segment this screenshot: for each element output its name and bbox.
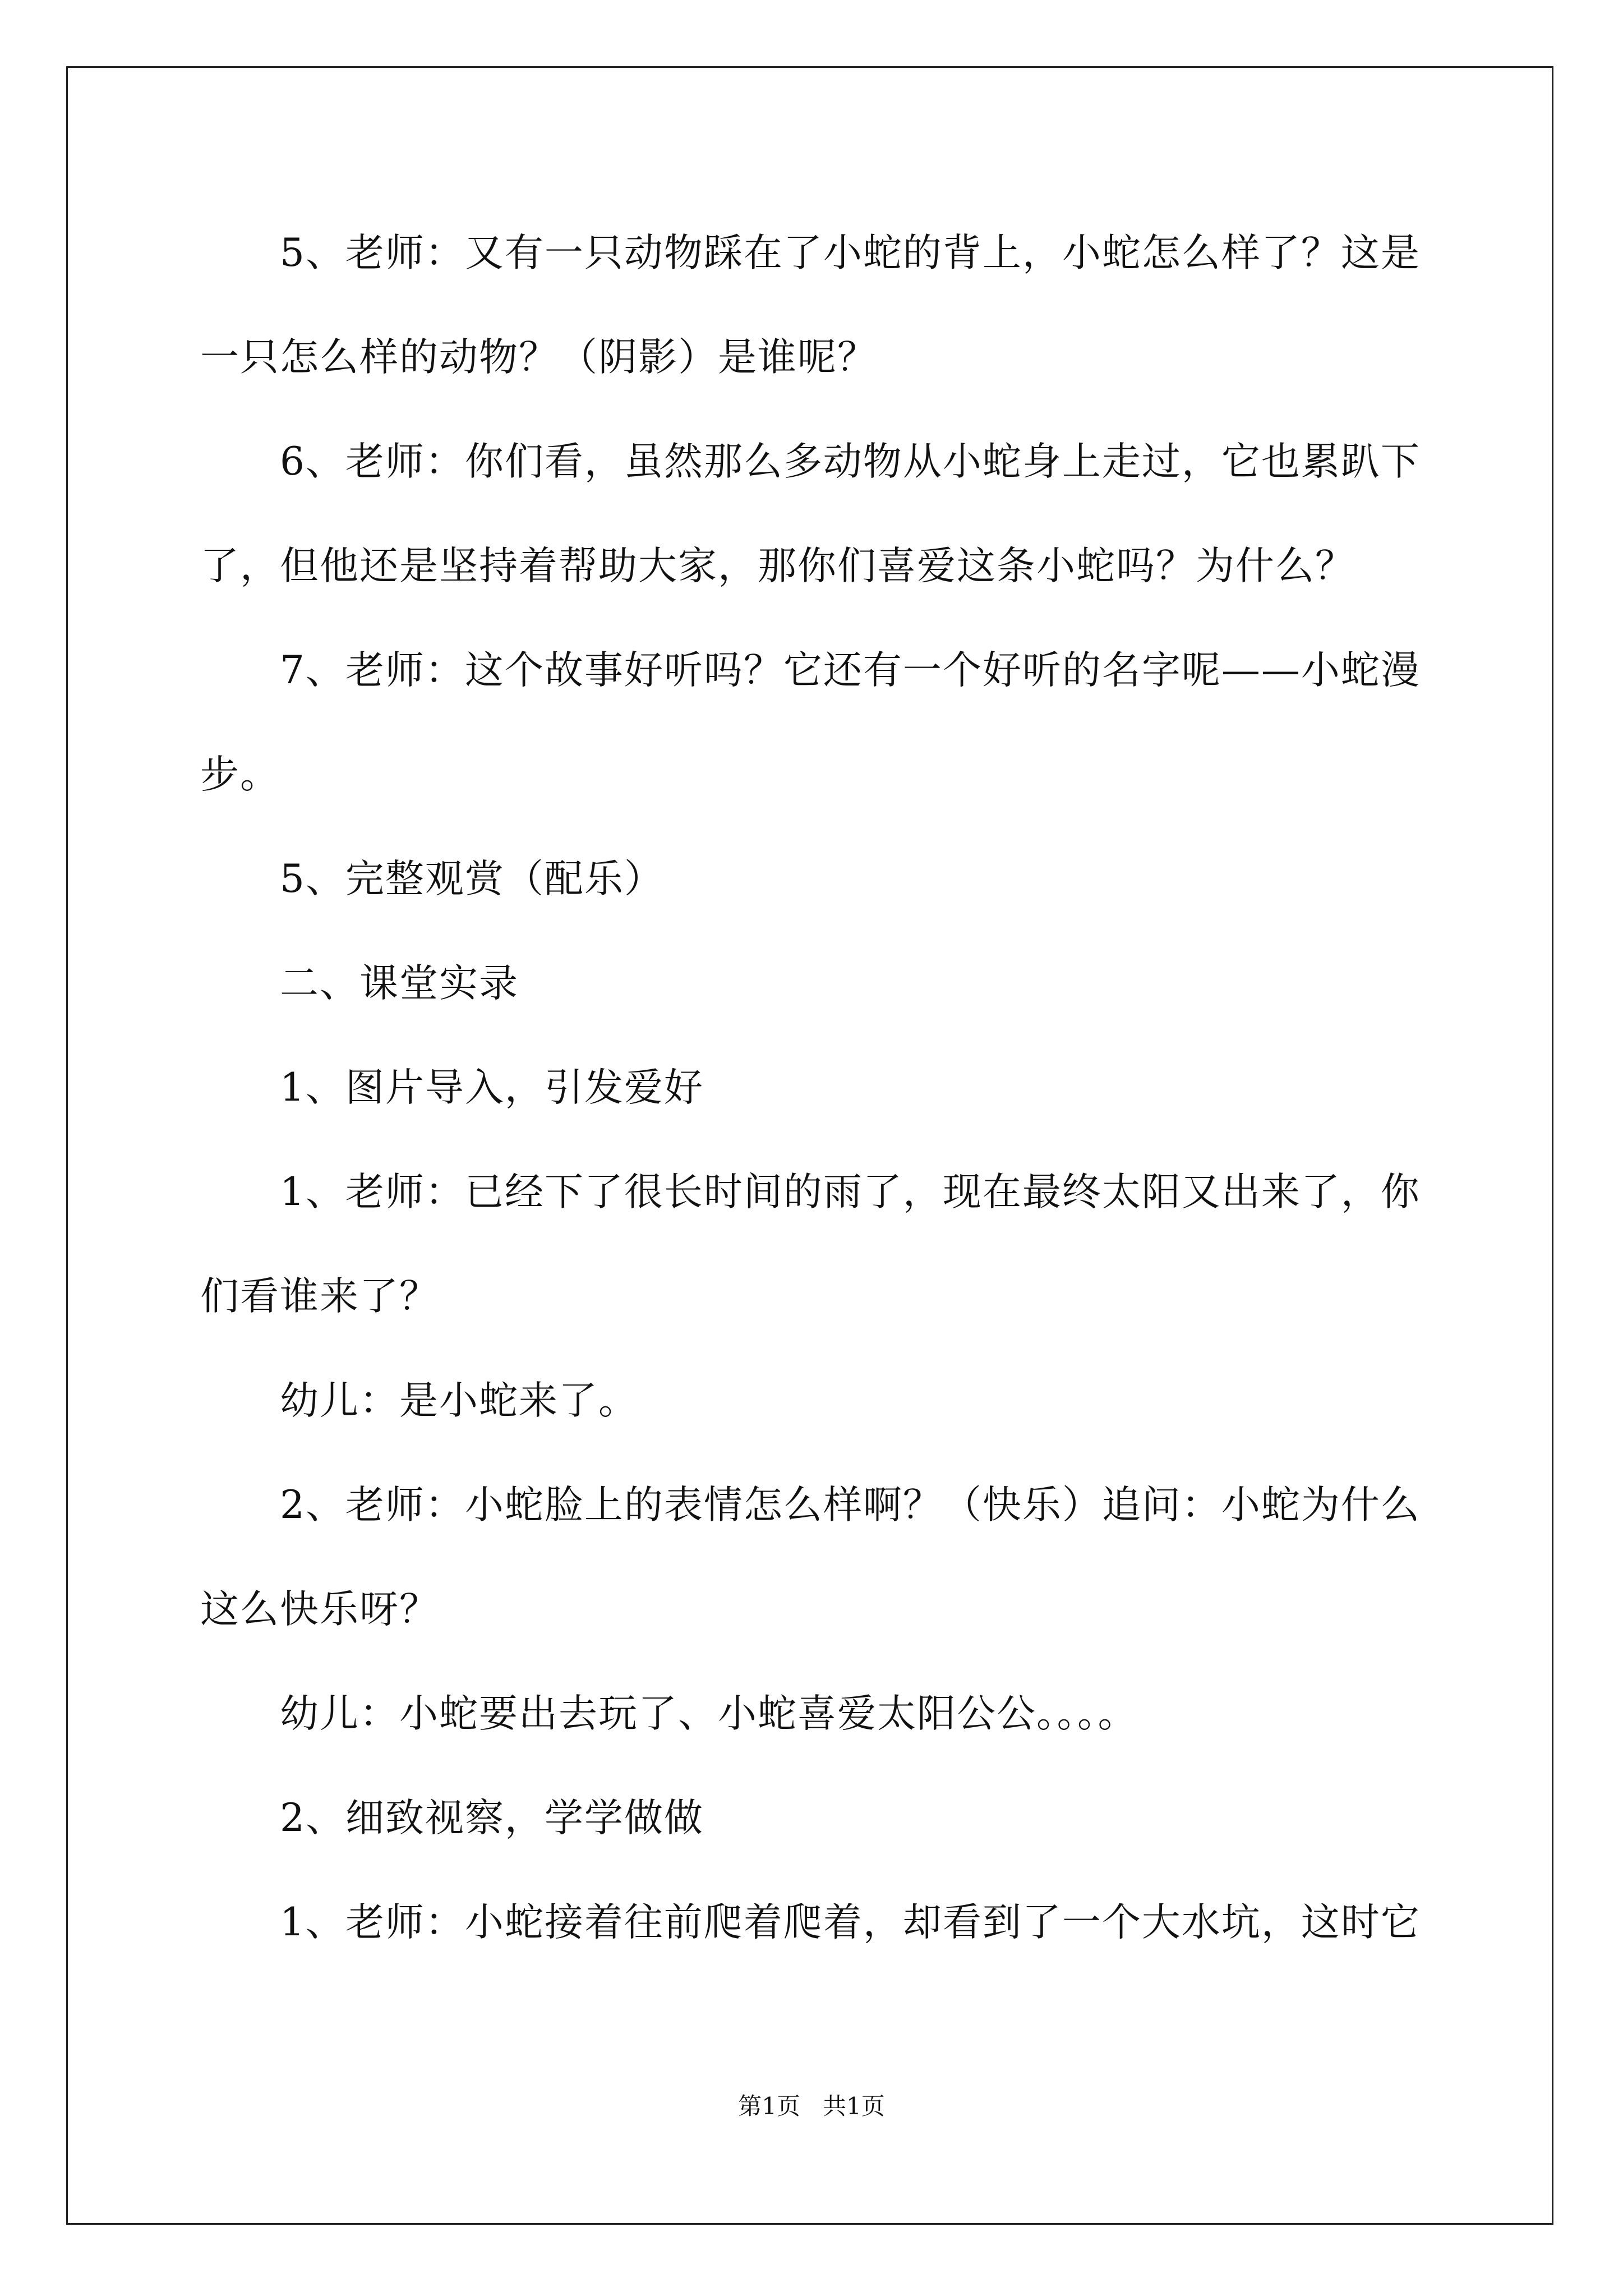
paragraph xyxy=(200,1349,1428,1453)
page-footer xyxy=(0,2088,1623,2122)
section-heading-text: 二、课堂实录 xyxy=(280,961,519,1006)
paragraph-text: 7、老师：这个故事好听吗？它还有一个好听的名字呢——小蛇漫步。 xyxy=(200,648,1421,797)
paragraph xyxy=(200,409,1428,618)
paragraph-text: 6、老师：你们看，虽然那么多动物从小蛇身上走过，它也累趴下了，但他还是坚持着帮助大家，那你们喜爱这条小蛇吗？为什么？ xyxy=(200,439,1421,588)
paragraph-text: 2、细致视察，学学做做 xyxy=(280,1796,704,1841)
paragraph xyxy=(200,1036,1428,1140)
paragraph-text: 2、老师：小蛇脸上的表情怎么样啊？（快乐）追问：小蛇为什么这么快乐呀？ xyxy=(200,1483,1421,1632)
paragraph-text: 1、图片导入，引发爱好 xyxy=(280,1065,704,1110)
page-number-current: 第1页 xyxy=(738,2092,800,2120)
paragraph xyxy=(200,1870,1428,1975)
paragraph-text: 幼儿：是小蛇来了。 xyxy=(280,1378,638,1423)
paragraph xyxy=(200,827,1428,931)
paragraph xyxy=(200,1453,1428,1662)
section-heading xyxy=(200,931,1428,1036)
paragraph xyxy=(200,618,1428,827)
paragraph-text: 1、老师：小蛇接着往前爬着爬着，却看到了一个大水坑，这时它 xyxy=(280,1900,1421,1945)
paragraph xyxy=(200,1766,1428,1870)
paragraph xyxy=(200,201,1428,409)
paragraph-text: 5、完整观赏（配乐） xyxy=(280,857,664,901)
paragraph xyxy=(200,1662,1428,1766)
page-number-total: 共1页 xyxy=(823,2092,885,2120)
paragraph-text: 幼儿：小蛇要出去玩了、小蛇喜爱太阳公公。。。。 xyxy=(280,1691,1138,1736)
paragraph-text: 5、老师：又有一只动物踩在了小蛇的背上，小蛇怎么样了？这是一只怎么样的动物？（阴影）是谁呢？ xyxy=(200,231,1421,380)
paragraph xyxy=(200,1140,1428,1349)
paragraph-text: 1、老师：已经下了很长时间的雨了，现在最终太阳又出来了，你们看谁来了？ xyxy=(200,1170,1421,1319)
